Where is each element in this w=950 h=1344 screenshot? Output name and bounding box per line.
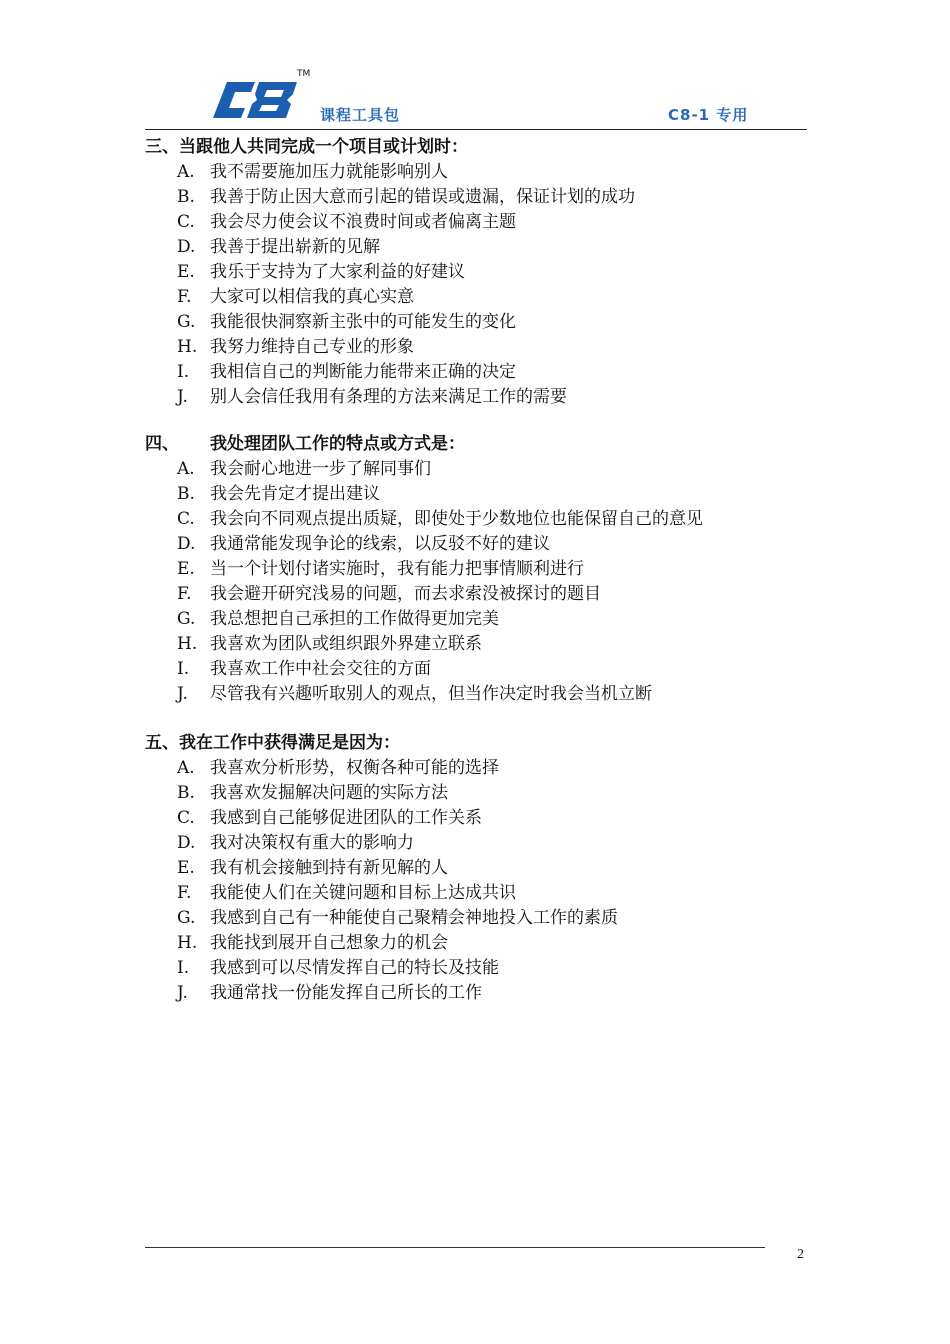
- option-letter: H.: [177, 337, 198, 357]
- option-letter: F.: [177, 883, 192, 903]
- option-text: 我相信自己的判断能力能带来正确的决定: [210, 362, 516, 382]
- option-text: 我不需要施加压力就能影响别人: [210, 162, 448, 182]
- question-section-4: [145, 432, 805, 707]
- option-text: 我乐于支持为了大家利益的好建议: [210, 262, 465, 282]
- option-item: [145, 956, 805, 981]
- option-item: [145, 906, 805, 931]
- option-letter: E.: [177, 559, 195, 579]
- option-letter: H.: [177, 933, 198, 953]
- option-text: 我通常找一份能发挥自己所长的工作: [210, 983, 482, 1003]
- option-letter: F.: [177, 584, 192, 604]
- footer-divider: [145, 1247, 765, 1248]
- option-item: [145, 931, 805, 956]
- option-text: 我努力维持自己专业的形象: [210, 337, 414, 357]
- option-letter: I.: [177, 362, 190, 382]
- option-text: 我能使人们在关键问题和目标上达成共识: [210, 883, 516, 903]
- course-toolkit-title: 课程工具包: [320, 106, 401, 124]
- option-letter: B.: [177, 484, 195, 504]
- option-letter: D.: [177, 237, 196, 257]
- option-letter: G.: [177, 312, 196, 332]
- option-item: [145, 557, 805, 582]
- option-text: 我感到可以尽情发挥自己的特长及技能: [210, 958, 499, 978]
- option-letter: A.: [177, 162, 195, 182]
- option-text: 我通常能发现争论的线索，以反驳不好的建议: [210, 534, 550, 554]
- question-section-5: [145, 731, 805, 1006]
- option-item: [145, 682, 805, 707]
- option-letter: C.: [177, 808, 195, 828]
- option-letter: D.: [177, 833, 196, 853]
- option-text: 我感到自己能够促进团队的工作关系: [210, 808, 482, 828]
- header-divider: [145, 129, 807, 130]
- trademark-mark: TM: [297, 69, 311, 79]
- option-letter: E.: [177, 262, 195, 282]
- option-item: [145, 235, 805, 260]
- option-text: 我会向不同观点提出质疑，即使处于少数地位也能保留自己的意见: [210, 509, 703, 529]
- option-item: [145, 781, 805, 806]
- option-item: [145, 806, 805, 831]
- option-item: [145, 210, 805, 235]
- option-text: 我感到自己有一种能使自己聚精会神地投入工作的素质: [210, 908, 618, 928]
- option-text: 我能很快洞察新主张中的可能发生的变化: [210, 312, 516, 332]
- page-number: 2: [797, 1247, 804, 1262]
- option-text: 我善于提出崭新的见解: [210, 237, 380, 257]
- option-item: [145, 881, 805, 906]
- c8-special-label: C8-1 专用: [668, 106, 749, 124]
- option-letter: G.: [177, 908, 196, 928]
- option-text: 尽管我有兴趣听取别人的观点，但当作决定时我会当机立断: [210, 684, 652, 704]
- section-title: 三、当跟他人共同完成一个项目或计划时：: [145, 137, 468, 157]
- option-text: 大家可以相信我的真心实意: [210, 287, 414, 307]
- option-letter: A.: [177, 459, 195, 479]
- option-item: [145, 335, 805, 360]
- option-letter: D.: [177, 534, 196, 554]
- option-letter: A.: [177, 758, 195, 778]
- option-item: [145, 632, 805, 657]
- option-letter: J.: [177, 684, 188, 704]
- option-text: 我喜欢为团队或组织跟外界建立联系: [210, 634, 482, 654]
- option-item: [145, 607, 805, 632]
- option-letter: G.: [177, 609, 196, 629]
- option-letter: I.: [177, 958, 190, 978]
- option-text: 我会耐心地进一步了解同事们: [210, 459, 431, 479]
- option-item: [145, 756, 805, 781]
- option-letter: C.: [177, 212, 195, 232]
- option-item: [145, 310, 805, 335]
- option-text: 我会先肯定才提出建议: [210, 484, 380, 504]
- option-item: [145, 507, 805, 532]
- option-text: 我有机会接触到持有新见解的人: [210, 858, 448, 878]
- option-item: [145, 582, 805, 607]
- option-item: [145, 657, 805, 682]
- option-text: 我喜欢工作中社会交往的方面: [210, 659, 431, 679]
- option-item: [145, 385, 805, 410]
- option-text: 我总想把自己承担的工作做得更加完美: [210, 609, 499, 629]
- option-letter: B.: [177, 783, 195, 803]
- option-letter: H.: [177, 634, 198, 654]
- option-text: 我能找到展开自己想象力的机会: [210, 933, 448, 953]
- option-text: 别人会信任我用有条理的方法来满足工作的需要: [210, 387, 567, 407]
- option-item: [145, 981, 805, 1006]
- option-text: 我会避开研究浅易的问题，而去求索没被探讨的题目: [210, 584, 601, 604]
- option-letter: C.: [177, 509, 195, 529]
- question-section-3: [145, 135, 805, 410]
- option-item: [145, 260, 805, 285]
- section-title: [145, 432, 805, 457]
- option-letter: B.: [177, 187, 195, 207]
- option-item: [145, 856, 805, 881]
- option-item: [145, 185, 805, 210]
- option-item: [145, 482, 805, 507]
- section-title-text: 我处理团队工作的特点或方式是：: [210, 434, 465, 454]
- option-text: 我喜欢发掘解决问题的实际方法: [210, 783, 448, 803]
- option-letter: F.: [177, 287, 192, 307]
- option-item: [145, 831, 805, 856]
- c8-logo: [205, 66, 315, 124]
- section-title: 五、我在工作中获得满足是因为：: [145, 733, 400, 753]
- option-letter: I.: [177, 659, 190, 679]
- option-item: [145, 360, 805, 385]
- option-letter: J.: [177, 983, 188, 1003]
- option-text: 我喜欢分析形势，权衡各种可能的选择: [210, 758, 499, 778]
- option-text: 我善于防止因大意而引起的错误或遗漏，保证计划的成功: [210, 187, 635, 207]
- option-text: 我会尽力使会议不浪费时间或者偏离主题: [210, 212, 516, 232]
- option-item: [145, 285, 805, 310]
- section-number: 四、: [145, 434, 179, 454]
- option-item: [145, 532, 805, 557]
- option-text: 当一个计划付诸实施时，我有能力把事情顺利进行: [210, 559, 584, 579]
- page-header: [145, 66, 807, 132]
- option-item: [145, 457, 805, 482]
- option-letter: E.: [177, 858, 195, 878]
- option-text: 我对决策权有重大的影响力: [210, 833, 414, 853]
- option-letter: J.: [177, 387, 188, 407]
- option-item: [145, 160, 805, 185]
